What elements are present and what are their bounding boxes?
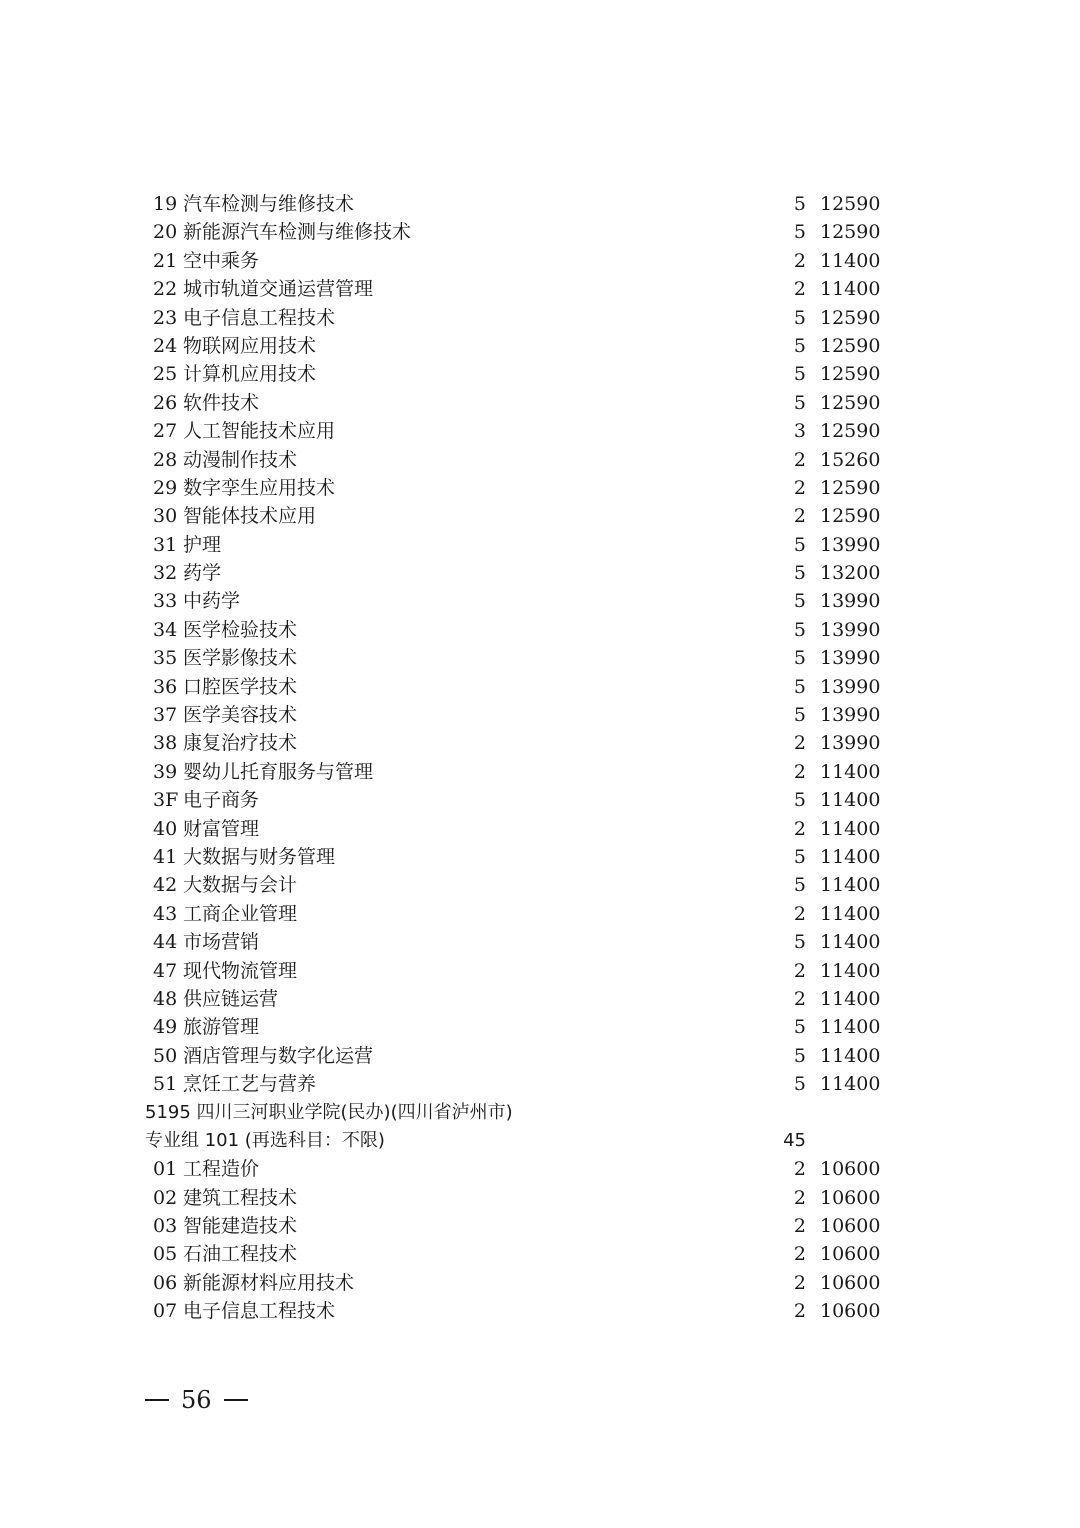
table-row <box>0 332 1080 360</box>
tuition-fee: 13990 <box>820 533 881 556</box>
plan-count: 2 <box>793 448 806 471</box>
major-code: 44 <box>153 931 178 954</box>
tuition-fee: 12590 <box>820 391 881 414</box>
major-name: 电子商务 <box>183 789 260 812</box>
plan-count: 2 <box>793 817 806 840</box>
major-code: 27 <box>153 420 178 443</box>
table-row <box>0 417 1080 445</box>
tuition-fee: 15260 <box>820 448 881 471</box>
table-row <box>0 871 1080 899</box>
plan-count: 5 <box>793 306 806 329</box>
table-row <box>0 957 1080 985</box>
major-code: 21 <box>153 249 178 272</box>
tuition-fee: 13990 <box>820 647 881 670</box>
plan-count: 5 <box>793 391 806 414</box>
table-row <box>0 1042 1080 1070</box>
table-row <box>0 1297 1080 1325</box>
major-name: 医学影像技术 <box>183 647 298 670</box>
plan-count: 2 <box>793 732 806 755</box>
footer-right-dash <box>224 1399 248 1401</box>
table-row <box>0 389 1080 417</box>
table-row <box>0 758 1080 786</box>
table-row <box>0 474 1080 502</box>
table-row <box>0 985 1080 1013</box>
table-row <box>0 1155 1080 1183</box>
major-code: 30 <box>153 505 178 528</box>
table-row <box>0 247 1080 275</box>
major-code: 24 <box>153 334 178 357</box>
major-name: 医学检验技术 <box>183 618 298 641</box>
major-code: 49 <box>153 1016 178 1039</box>
major-name: 智能体技术应用 <box>183 505 317 528</box>
tuition-fee: 12590 <box>820 420 881 443</box>
tuition-fee: 13990 <box>820 675 881 698</box>
major-code: 40 <box>153 817 178 840</box>
major-name: 现代物流管理 <box>183 959 298 982</box>
major-code: 32 <box>153 562 178 585</box>
major-code: 19 <box>153 193 178 215</box>
major-name: 计算机应用技术 <box>183 363 317 386</box>
major-code: 26 <box>153 391 178 414</box>
tuition-fee: 12590 <box>820 193 881 215</box>
major-code: 39 <box>153 760 178 783</box>
major-code: 34 <box>153 618 178 641</box>
plan-count: 5 <box>793 704 806 727</box>
plan-count: 5 <box>793 874 806 897</box>
major-name: 旅游管理 <box>183 1016 260 1039</box>
tuition-fee: 10600 <box>820 1271 881 1294</box>
major-code: 38 <box>153 732 178 755</box>
major-code: 41 <box>153 845 178 868</box>
tuition-fee: 13990 <box>820 618 881 641</box>
table-row <box>0 729 1080 757</box>
plan-count: 2 <box>793 902 806 925</box>
plan-count: 3 <box>793 420 806 443</box>
major-code: 50 <box>153 1044 178 1067</box>
table-row <box>0 1070 1080 1098</box>
major-name: 酒店管理与数字化运营 <box>183 1044 374 1067</box>
plan-count: 2 <box>793 1243 806 1266</box>
table-row <box>0 360 1080 388</box>
page-footer <box>145 1382 248 1418</box>
plan-count: 2 <box>793 760 806 783</box>
table-row <box>0 587 1080 615</box>
tuition-fee: 11400 <box>820 760 881 783</box>
plan-count: 2 <box>793 505 806 528</box>
major-name: 建筑工程技术 <box>183 1186 298 1209</box>
major-code: 29 <box>153 476 178 499</box>
table-row <box>0 559 1080 587</box>
tuition-fee: 13200 <box>820 562 881 585</box>
tuition-fee: 11400 <box>820 789 881 812</box>
major-code: 47 <box>153 959 178 982</box>
major-name: 供应链运营 <box>183 987 279 1010</box>
table-row <box>0 1212 1080 1240</box>
major-name: 财富管理 <box>183 817 260 840</box>
footer-left-dash <box>145 1399 169 1401</box>
tuition-fee: 11400 <box>820 278 881 301</box>
major-code: 05 <box>153 1243 178 1266</box>
tuition-fee: 12590 <box>820 221 881 244</box>
major-code: 37 <box>153 704 178 727</box>
tuition-fee: 11400 <box>820 249 881 272</box>
plan-count: 5 <box>793 590 806 613</box>
group-heading <box>0 1127 1080 1155</box>
group-plan-count: 45 <box>783 1129 806 1151</box>
major-name: 城市轨道交通运营管理 <box>183 278 374 301</box>
plan-count: 2 <box>793 1158 806 1181</box>
plan-count: 2 <box>793 1186 806 1209</box>
major-name: 口腔医学技术 <box>183 675 298 698</box>
page-number: 56 <box>181 1386 212 1414</box>
tuition-fee: 11400 <box>820 902 881 925</box>
major-code: 31 <box>153 533 178 556</box>
major-name: 药学 <box>183 562 222 585</box>
major-name: 烹饪工艺与营养 <box>183 1073 317 1096</box>
plan-count: 2 <box>793 278 806 301</box>
major-code: 43 <box>153 902 178 925</box>
tuition-fee: 10600 <box>820 1243 881 1266</box>
plan-count: 5 <box>793 1073 806 1096</box>
plan-count: 5 <box>793 193 806 215</box>
plan-count: 2 <box>793 1215 806 1238</box>
enrollment-table <box>0 190 1080 1326</box>
major-code: 02 <box>153 1186 178 1209</box>
table-row <box>0 531 1080 559</box>
major-name: 医学美容技术 <box>183 704 298 727</box>
major-code: 28 <box>153 448 178 471</box>
major-name: 智能建造技术 <box>183 1215 298 1238</box>
table-row <box>0 218 1080 246</box>
tuition-fee: 11400 <box>820 817 881 840</box>
tuition-fee: 11400 <box>820 1044 881 1067</box>
table-row <box>0 304 1080 332</box>
tuition-fee: 11400 <box>820 987 881 1010</box>
major-code: 48 <box>153 987 178 1010</box>
plan-count: 2 <box>793 476 806 499</box>
tuition-fee: 10600 <box>820 1158 881 1181</box>
major-name: 护理 <box>183 533 222 556</box>
major-code: 07 <box>153 1300 178 1323</box>
major-name: 汽车检测与维修技术 <box>183 193 355 215</box>
plan-count: 2 <box>793 959 806 982</box>
tuition-fee: 11400 <box>820 1016 881 1039</box>
tuition-fee: 10600 <box>820 1300 881 1323</box>
table-row <box>0 644 1080 672</box>
plan-count: 2 <box>793 987 806 1010</box>
plan-count: 5 <box>793 1016 806 1039</box>
major-name: 电子信息工程技术 <box>183 1300 336 1323</box>
major-name: 市场营销 <box>183 931 260 954</box>
plan-count: 5 <box>793 845 806 868</box>
tuition-fee: 13990 <box>820 704 881 727</box>
major-code: 42 <box>153 874 178 897</box>
plan-count: 2 <box>793 1271 806 1294</box>
major-name: 空中乘务 <box>183 249 260 272</box>
tuition-fee: 11400 <box>820 931 881 954</box>
table-row <box>0 815 1080 843</box>
table-row <box>0 1240 1080 1268</box>
major-name: 婴幼儿托育服务与管理 <box>183 760 374 783</box>
table-row <box>0 900 1080 928</box>
major-code: 01 <box>153 1158 178 1181</box>
plan-count: 5 <box>793 363 806 386</box>
table-row <box>0 446 1080 474</box>
plan-count: 2 <box>793 1300 806 1323</box>
plan-count: 2 <box>793 249 806 272</box>
plan-count: 5 <box>793 334 806 357</box>
major-code: 22 <box>153 278 178 301</box>
major-name: 人工智能技术应用 <box>183 420 336 443</box>
major-name: 中药学 <box>183 590 241 613</box>
table-row <box>0 190 1080 218</box>
major-name: 大数据与会计 <box>183 874 298 897</box>
major-name: 工程造价 <box>183 1158 260 1181</box>
school-heading <box>0 1099 1080 1127</box>
table-row <box>0 701 1080 729</box>
plan-count: 5 <box>793 221 806 244</box>
plan-count: 5 <box>793 789 806 812</box>
table-row <box>0 673 1080 701</box>
plan-count: 5 <box>793 562 806 585</box>
tuition-fee: 12590 <box>820 334 881 357</box>
table-row <box>0 502 1080 530</box>
major-name: 物联网应用技术 <box>183 334 317 357</box>
major-name: 电子信息工程技术 <box>183 306 336 329</box>
plan-count: 5 <box>793 1044 806 1067</box>
tuition-fee: 11400 <box>820 874 881 897</box>
major-code: 33 <box>153 590 178 613</box>
plan-count: 5 <box>793 931 806 954</box>
tuition-fee: 12590 <box>820 306 881 329</box>
tuition-fee: 13990 <box>820 732 881 755</box>
major-name: 康复治疗技术 <box>183 732 298 755</box>
tuition-fee: 10600 <box>820 1186 881 1209</box>
table-row <box>0 786 1080 814</box>
group-title: 专业组 101 (再选科目：不限) <box>145 1129 385 1151</box>
major-name: 新能源材料应用技术 <box>183 1271 355 1294</box>
major-name: 新能源汽车检测与维修技术 <box>183 221 412 244</box>
school-title: 5195 四川三河职业学院(民办)(四川省泸州市) <box>145 1101 513 1123</box>
major-code: 36 <box>153 675 178 698</box>
tuition-fee: 11400 <box>820 959 881 982</box>
plan-count: 5 <box>793 675 806 698</box>
major-code: 51 <box>153 1073 178 1096</box>
table-row <box>0 1269 1080 1297</box>
table-row <box>0 1013 1080 1041</box>
tuition-fee: 11400 <box>820 845 881 868</box>
major-code: 3F <box>153 789 179 812</box>
tuition-fee: 12590 <box>820 505 881 528</box>
major-code: 35 <box>153 647 178 670</box>
major-name: 大数据与财务管理 <box>183 845 336 868</box>
table-row <box>0 928 1080 956</box>
major-code: 20 <box>153 221 178 244</box>
major-code: 03 <box>153 1215 178 1238</box>
tuition-fee: 12590 <box>820 363 881 386</box>
major-name: 石油工程技术 <box>183 1243 298 1266</box>
tuition-fee: 10600 <box>820 1215 881 1238</box>
major-name: 数字孪生应用技术 <box>183 476 336 499</box>
major-name: 工商企业管理 <box>183 902 298 925</box>
major-code: 25 <box>153 363 178 386</box>
table-row <box>0 275 1080 303</box>
tuition-fee: 12590 <box>820 476 881 499</box>
table-row <box>0 1184 1080 1212</box>
table-row <box>0 843 1080 871</box>
major-name: 动漫制作技术 <box>183 448 298 471</box>
tuition-fee: 11400 <box>820 1073 881 1096</box>
table-row <box>0 616 1080 644</box>
plan-count: 5 <box>793 618 806 641</box>
plan-count: 5 <box>793 647 806 670</box>
tuition-fee: 13990 <box>820 590 881 613</box>
major-code: 06 <box>153 1271 178 1294</box>
major-name: 软件技术 <box>183 391 260 414</box>
plan-count: 5 <box>793 533 806 556</box>
major-code: 23 <box>153 306 178 329</box>
